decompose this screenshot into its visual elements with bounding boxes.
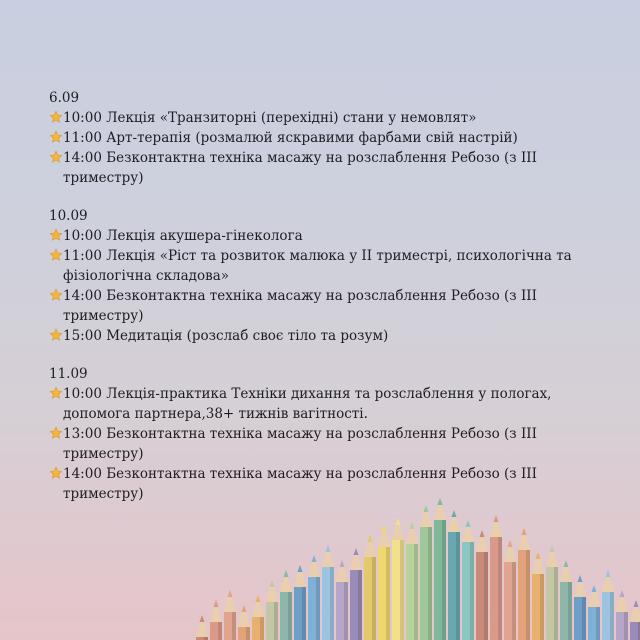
- pencil-shape: [252, 595, 264, 640]
- schedule-item: [49, 326, 609, 346]
- pencil-shape: [378, 525, 390, 640]
- star-icon: [49, 110, 63, 124]
- day-6-09: [49, 88, 609, 188]
- schedule-item: [49, 108, 609, 128]
- pencil-shape: [532, 552, 544, 640]
- pencil-shape: [280, 570, 292, 640]
- schedule-item: [49, 384, 609, 424]
- date-heading: 10.09: [49, 208, 88, 224]
- pencil-shape: [462, 520, 474, 640]
- pencil-shape: [490, 515, 502, 640]
- pencil-shape: [588, 585, 600, 640]
- star-icon: [49, 386, 63, 400]
- schedule-item: [49, 148, 609, 188]
- pencil-shape: [322, 545, 334, 640]
- pencil-shape: [448, 510, 460, 640]
- schedule-item-text: 11:00 Лекція «Ріст та розвиток малюка у ІІ триместрі, психологічна та фізіологічна складова»: [63, 248, 572, 284]
- star-icon: [49, 130, 63, 144]
- star-icon: [49, 328, 63, 342]
- star-icon: [49, 150, 63, 164]
- schedule-item: [49, 246, 609, 286]
- schedule-item: [49, 128, 609, 148]
- date-heading: 6.09: [49, 90, 80, 106]
- pencil-shape: [238, 605, 250, 640]
- pencil-shape: [574, 575, 586, 640]
- pencil-shape: [546, 545, 558, 640]
- schedule-item: [49, 226, 609, 246]
- pencil-shape: [406, 522, 418, 640]
- pencil-shape: [504, 540, 516, 640]
- pencil-shape: [560, 560, 572, 640]
- schedule-item-text: 11:00 Арт-терапія (розмалюй яскравими фарбами свій настрій): [63, 130, 518, 146]
- star-icon: [49, 426, 63, 440]
- date-heading: 11.09: [49, 366, 88, 382]
- pencil-shape: [476, 530, 488, 640]
- schedule-item-text: 10:00 Лекція-практика Техніки дихання та розслаблення у пологах, допомога партнера,38+ тижнів вагітності.: [63, 386, 552, 422]
- pencil-shape: [616, 590, 628, 640]
- pencil-shape: [392, 518, 404, 640]
- pencil-shape: [420, 505, 432, 640]
- pencil-shape: [266, 580, 278, 640]
- schedule: [49, 88, 609, 522]
- day-11-09: [49, 364, 609, 504]
- pencil-shape: [308, 555, 320, 640]
- schedule-item-text: 14:00 Безконтактна техніка масажу на розслаблення Ребозо (з ІІІ триместру): [63, 466, 537, 502]
- pencil-shape: [196, 615, 208, 640]
- schedule-item: [49, 464, 609, 504]
- schedule-item-text: 10:00 Лекція акушера-гінеколога: [63, 228, 303, 244]
- pencil-shape: [602, 570, 614, 640]
- star-icon: [49, 228, 63, 242]
- pencil-shape: [350, 548, 362, 640]
- schedule-item: [49, 424, 609, 464]
- schedule-item-text: 15:00 Медитація (розслаб своє тіло та розум): [63, 328, 389, 344]
- schedule-item-text: 14:00 Безконтактна техніка масажу на розслаблення Ребозо (з ІІІ триместру): [63, 288, 537, 324]
- star-icon: [49, 248, 63, 262]
- day-10-09: [49, 206, 609, 346]
- schedule-item-text: 14:00 Безконтактна техніка масажу на розслаблення Ребозо (з ІІІ триместру): [63, 150, 537, 186]
- star-icon: [49, 466, 63, 480]
- star-icon: [49, 288, 63, 302]
- pencil-shape: [210, 600, 222, 640]
- schedule-item: [49, 286, 609, 326]
- schedule-item-text: 10:00 Лекція «Транзиторні (перехідні) стани у немовлят»: [63, 110, 477, 126]
- pencil-shape: [630, 600, 640, 640]
- pencil-shape: [294, 565, 306, 640]
- schedule-item-text: 13:00 Безконтактна техніка масажу на розслаблення Ребозо (з ІІІ триместру): [63, 426, 537, 462]
- pencil-shape: [518, 528, 530, 640]
- pencil-shape: [364, 535, 376, 640]
- pencil-shape: [224, 590, 236, 640]
- pencil-shape: [336, 560, 348, 640]
